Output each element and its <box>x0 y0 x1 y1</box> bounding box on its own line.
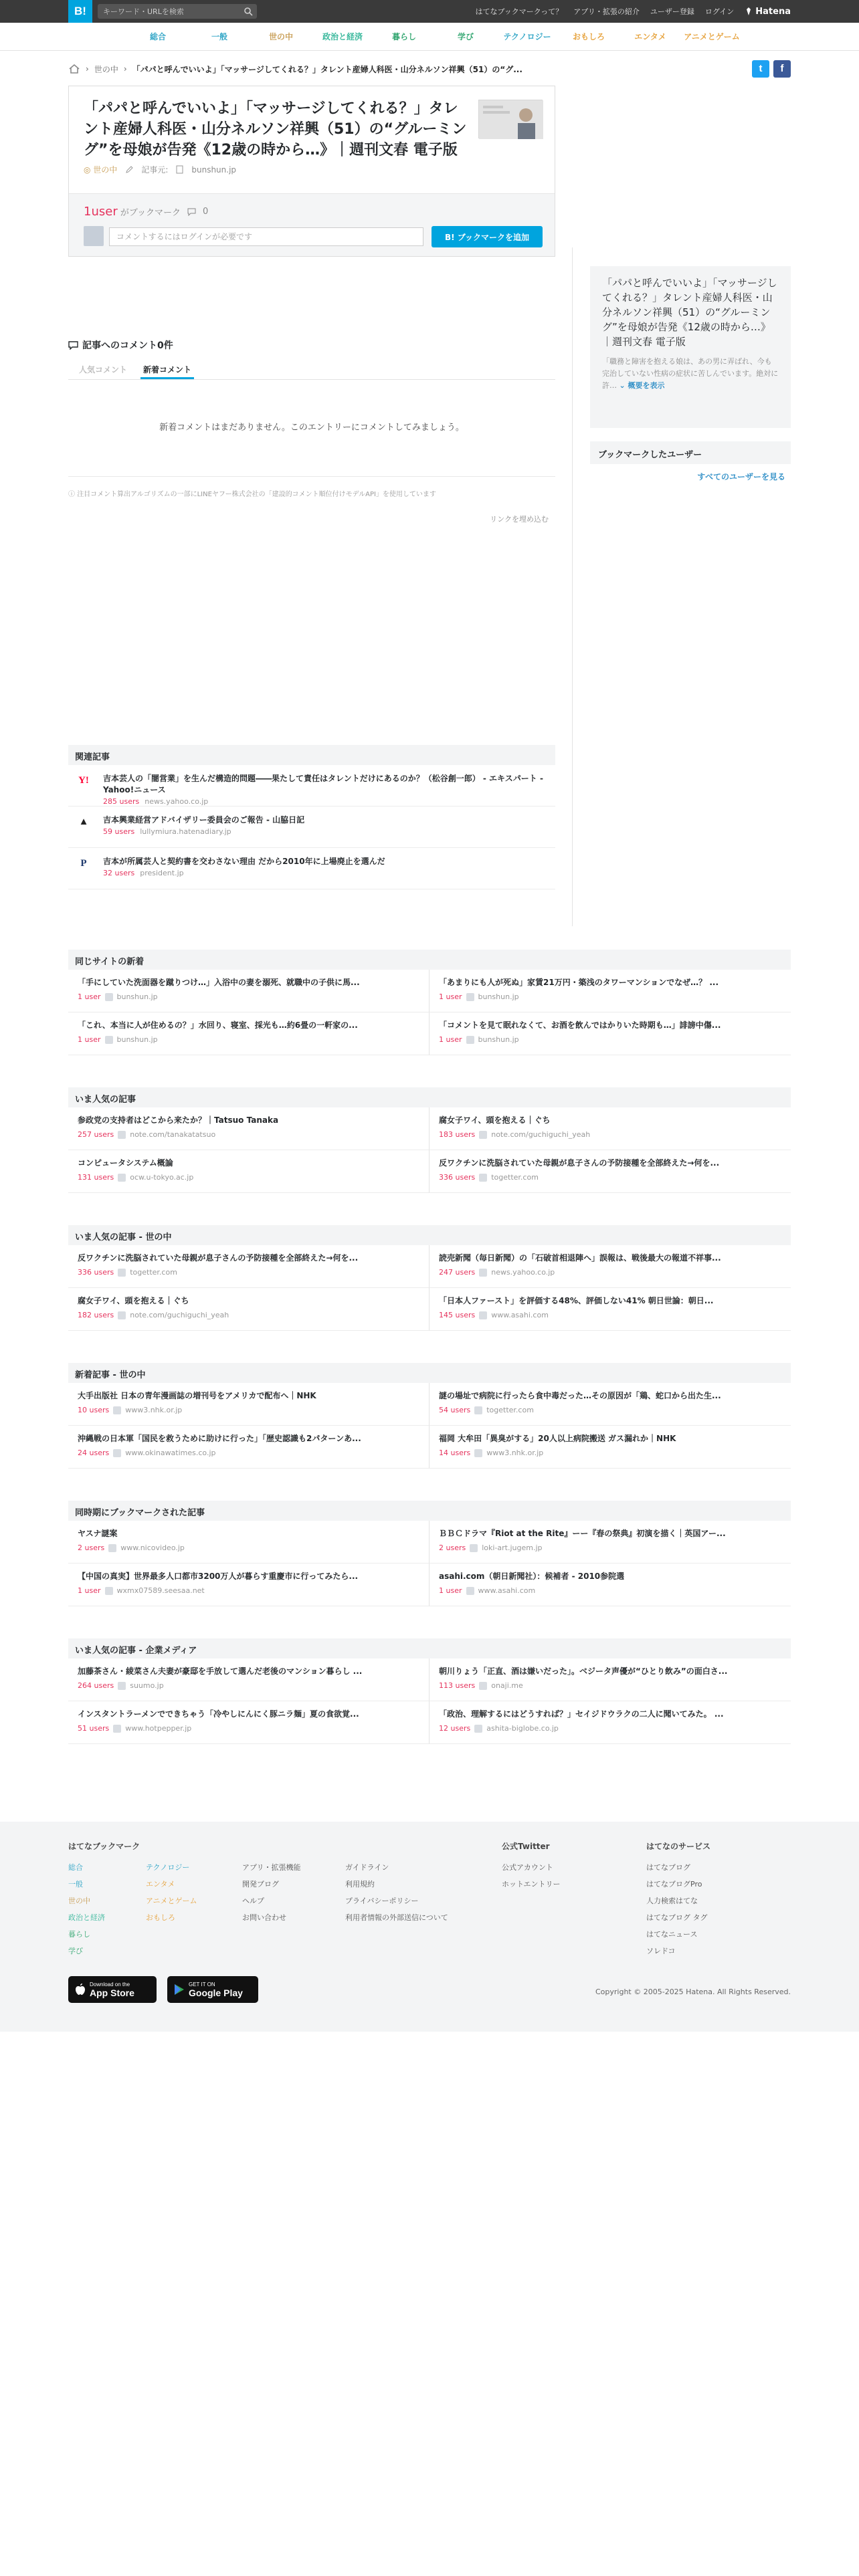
summary-description: 「職務と障害を抱える娘は、あの男に弄ばれ、今も完治していない性病の症状に苦しんでいます。絶対に許… ⌄ 概要を表示 <box>602 357 779 390</box>
site-favicon-icon <box>118 1682 126 1690</box>
comment-tabs <box>68 358 555 380</box>
article-meta <box>439 1311 781 1319</box>
avatar <box>84 226 104 246</box>
article-meta <box>78 1724 419 1733</box>
article-section <box>68 950 791 1055</box>
users-count[interactable]: 247 users <box>439 1268 476 1277</box>
footer-link[interactable]: 総合 <box>68 1863 83 1872</box>
site-favicon-icon <box>479 1269 487 1277</box>
users-count[interactable]: 54 users <box>439 1406 471 1414</box>
share-buttons <box>752 60 791 78</box>
category-tab[interactable]: エンタメ <box>634 32 666 41</box>
category-tab[interactable]: テクノロジー <box>503 32 551 41</box>
app-store-button[interactable]: Download on the App Store <box>68 1976 157 2003</box>
source-domain[interactable]: www.okinawatimes.co.jp <box>125 1448 216 1457</box>
apps-link[interactable]: アプリ・拡張の紹介 <box>573 7 640 16</box>
users-count[interactable]: 257 users <box>78 1130 114 1139</box>
site-favicon-icon <box>118 1269 126 1277</box>
related-title[interactable]: 吉本芸人の「闇営業」を生んだ構造的問題――果たして責任はタレントだけにあるのか？（松谷創一郎） - エキスパート - Yahoo!ニュース <box>103 774 543 794</box>
site-favicon-icon <box>113 1406 121 1414</box>
site-favicon-icon <box>466 1036 474 1044</box>
footer-link[interactable]: アプリ・拡張機能 <box>242 1863 301 1872</box>
users-count[interactable]: 1 user <box>78 992 101 1001</box>
related-heading: 関連記事 <box>68 745 555 765</box>
site-favicon-icon <box>479 1131 487 1139</box>
site-favicon-icon <box>474 1406 482 1414</box>
footer-link[interactable]: おもしろ <box>146 1913 175 1922</box>
article-title[interactable]: 福岡 大牟田「異臭がする」20人以上病院搬送 ガス漏れか｜NHK <box>439 1434 676 1443</box>
hatena-link[interactable] <box>745 7 791 17</box>
footer-services-links <box>646 1859 708 1959</box>
source-domain[interactable]: onaji.me <box>491 1681 523 1690</box>
entry-thumbnail[interactable] <box>478 100 543 138</box>
category-tab[interactable]: 政治と経済 <box>322 32 363 41</box>
google-play-button[interactable]: GET IT ON Google Play <box>167 1976 258 2003</box>
footer-services-heading: はてなのサービス <box>646 1842 711 1851</box>
article-title[interactable]: 沖縄戦の日本軍「国民を救うために助けに行った」「歴史認識も2パターンあ... <box>78 1434 361 1443</box>
related-item[interactable] <box>68 848 555 889</box>
bookmark-box <box>69 193 555 256</box>
footer-link[interactable]: 一般 <box>68 1880 83 1889</box>
footer-link[interactable]: はてなブログ <box>646 1863 690 1872</box>
all-users-link[interactable]: すべてのユーザーを見る <box>697 472 785 481</box>
article-title[interactable]: 「これ、本当に人が住めるの？」水回り、寝室、採光も…約6畳の一軒家の... <box>78 1021 358 1030</box>
entry-title[interactable]: 「パパと呼んでいいよ」「マッサージしてくれる？」タレント産婦人科医・山分ネルソン祥興（51）の“グルーミング”を母娘が告発《12歳の時から…》｜週刊文春 電子版 <box>84 100 467 158</box>
article-item[interactable] <box>430 1701 791 1744</box>
comment-icon <box>187 208 196 216</box>
footer-link[interactable]: はてなブログ タグ <box>646 1913 708 1922</box>
article-meta <box>439 1035 781 1044</box>
entry-meta <box>84 164 236 175</box>
article-meta <box>439 992 781 1001</box>
site-favicon-icon <box>105 1587 113 1595</box>
add-bookmark-button[interactable]: B! ブックマークを追加 <box>432 226 543 247</box>
search-input[interactable] <box>98 4 238 19</box>
source-domain[interactable]: togetter.com <box>491 1173 539 1182</box>
twitter-icon[interactable]: t <box>752 60 769 78</box>
site-favicon-icon <box>470 1544 478 1552</box>
site-favicon-icon <box>466 993 474 1001</box>
source-domain[interactable]: bunshun.jp <box>116 1035 158 1044</box>
source-domain[interactable]: www3.nhk.or.jp <box>486 1448 544 1457</box>
article-title[interactable]: 加藤茶さん・綾菜さん夫妻が豪邸を手放して選んだ老後のマンション暮らし ... <box>78 1667 363 1676</box>
article-title[interactable]: 腐女子ワイ、頭を抱える｜ぐち <box>78 1296 189 1305</box>
users-count[interactable]: 12 users <box>439 1724 471 1733</box>
category-tab[interactable]: 暮らし <box>391 32 416 41</box>
footer-twitter-links <box>502 1859 561 1893</box>
site-favicon-icon: P <box>80 858 87 869</box>
site-favicon-icon <box>466 1587 474 1595</box>
article-title[interactable]: 反ワクチンに洗脳されていた母親が息子さんの予防接種を全部終えた→何を... <box>78 1253 359 1263</box>
article-meta <box>78 1130 419 1139</box>
article-item[interactable] <box>68 1012 430 1055</box>
related-title[interactable]: 吉本興業経営アドバイザリー委員会のご報告 - 山脇日記 <box>103 815 305 825</box>
apple-icon <box>75 1983 86 1996</box>
no-comments-message: 新着コメントはまだありません。このエントリーにコメントしてみましょう。 <box>159 423 464 433</box>
related-title[interactable]: 吉本が所属芸人と契約書を交わさない理由 だから2010年に上場廃止を選んだ <box>103 857 385 866</box>
hatena-icon <box>745 7 753 15</box>
article-title[interactable]: 「コメントを見て眠れなくて、お酒を飲んではかりいた時期も…」誹謗中傷... <box>439 1021 721 1030</box>
home-icon[interactable] <box>68 64 80 74</box>
source-domain[interactable]: togetter.com <box>130 1268 177 1277</box>
footer-link[interactable]: ホットエントリー <box>502 1880 561 1889</box>
category-tab[interactable]: 世の中 <box>268 32 293 41</box>
article-title[interactable]: 朝川りょう「正直、酒は嫌いだった」。ベジータ声優が“ひとり飲み”の面白さ... <box>439 1667 728 1676</box>
category-tab[interactable]: おもしろ <box>572 32 605 41</box>
source-domain[interactable]: note.com/guchiguchi_yeah <box>130 1311 229 1319</box>
footer-bookmark-heading: はてなブックマーク <box>68 1842 140 1851</box>
source-domain[interactable]: bunshun.jp <box>116 992 158 1001</box>
related-articles <box>68 745 555 889</box>
login-link[interactable]: ログイン <box>704 7 735 16</box>
article-item[interactable] <box>68 1383 430 1426</box>
footer-link[interactable]: 公式アカウント <box>502 1863 553 1872</box>
article-item[interactable] <box>68 1426 430 1469</box>
source-domain[interactable]: bunshun.jp <box>478 992 519 1001</box>
breadcrumb-separator: › <box>123 64 127 74</box>
article-meta <box>439 1173 781 1182</box>
article-meta <box>439 1448 781 1457</box>
article-item[interactable] <box>68 1288 430 1331</box>
breadcrumb <box>68 62 791 76</box>
source-domain[interactable]: togetter.com <box>486 1406 534 1414</box>
site-favicon-icon <box>105 993 113 1001</box>
article-title[interactable]: 「あまりにも人が死ぬ」家賃21万円・築浅のタワーマンションでなぜ…？ ... <box>439 978 719 987</box>
site-favicon-icon <box>474 1449 482 1457</box>
article-meta <box>78 1173 419 1182</box>
site-favicon-icon <box>118 1311 126 1319</box>
breadcrumb-separator: › <box>86 64 89 74</box>
google-play-icon <box>174 1983 185 1996</box>
article-meta <box>78 1586 419 1595</box>
site-favicon-icon <box>118 1174 126 1182</box>
article-meta <box>439 1724 781 1733</box>
site-favicon-icon <box>113 1725 121 1733</box>
article-item[interactable] <box>68 1658 430 1701</box>
section-heading: いま人気の記事 - 世の中 <box>68 1225 791 1245</box>
footer-link[interactable]: アニメとゲーム <box>146 1897 197 1905</box>
section-heading: 同時期にブックマークされた記事 <box>68 1501 791 1521</box>
source-domain[interactable]: ashita-biglobe.co.jp <box>486 1724 559 1733</box>
site-favicon-icon <box>118 1131 126 1139</box>
footer-links-2 <box>345 1859 448 1926</box>
article-item[interactable] <box>68 1245 430 1288</box>
site-favicon-icon <box>474 1725 482 1733</box>
footer-link[interactable]: ソレドコ <box>646 1947 676 1955</box>
article-item[interactable] <box>430 1426 791 1469</box>
article-title[interactable]: asahi.com（朝日新聞社）：候補者 - 2010参院選 <box>439 1572 625 1581</box>
article-title[interactable]: 参政党の支持者はどこから来たか？｜Tatsuo Tanaka <box>78 1115 279 1125</box>
hatena-label: Hatena <box>755 6 791 17</box>
article-item[interactable] <box>68 1521 430 1564</box>
article-title[interactable]: 読売新聞（毎日新聞）の「石破首相退陣へ」誤報は、戦後最大の報道不祥事... <box>439 1253 721 1263</box>
embed-link[interactable]: リンクを埋め込む <box>490 515 549 524</box>
footer-link[interactable]: 暮らし <box>68 1930 90 1939</box>
article-meta <box>439 1586 781 1595</box>
footer-link[interactable]: はてなブログPro <box>646 1880 702 1889</box>
article-title[interactable]: 腐女子ワイ、頭を抱える｜ぐち <box>439 1115 551 1125</box>
users-count[interactable]: 10 users <box>78 1406 110 1414</box>
footer-link[interactable]: ガイドライン <box>345 1863 389 1872</box>
article-meta <box>78 992 419 1001</box>
footer-link[interactable]: 利用規約 <box>345 1880 375 1889</box>
show-summary-link[interactable]: ⌄ 概要を表示 <box>619 381 665 390</box>
source-domain[interactable]: www.hotpepper.jp <box>125 1724 192 1733</box>
article-title[interactable]: 【中国の真実】世界最多人口都市3200万人が暮らす重慶市に行ってみたら... <box>78 1572 359 1581</box>
source-domain[interactable]: note.com/guchiguchi_yeah <box>491 1130 591 1139</box>
article-section <box>68 1363 791 1469</box>
footer-categories-2 <box>146 1859 197 1926</box>
footer-link[interactable]: 人力検索はてな <box>646 1897 698 1905</box>
article-title[interactable]: 大手出版社 日本の青年漫画誌の増刊号をアメリカで配布へ｜NHK <box>78 1391 316 1400</box>
about-link[interactable]: はてなブックマークって？ <box>475 7 563 16</box>
search-box <box>98 4 257 19</box>
article-item[interactable] <box>430 1288 791 1331</box>
article-title[interactable]: 謎の場址で病院に行ったら食中毒だった…その原因が「鶏、蛇口から出た生... <box>439 1391 721 1400</box>
article-title[interactable]: 「日本人ファースト」を評価する48%、評価しない41% 朝日世論：朝日... <box>439 1296 714 1305</box>
comment-input[interactable] <box>109 227 423 246</box>
users-count[interactable]: 264 users <box>78 1681 114 1690</box>
article-title[interactable]: 「手にしていた洗面器を蹴りつけ…」入浴中の妻を溺死、就職中の子供に馬... <box>78 978 360 987</box>
footer-link[interactable]: 利用者情報の外部送信について <box>345 1913 448 1922</box>
summary-title: 「パパと呼んでいいよ」「マッサージしてくれる？」タレント産婦人科医・山分ネルソン祥興（51）の“グルーミング”を母娘が告発《12歳の時から…》｜週刊文春 電子版 <box>602 277 777 348</box>
article-meta <box>78 1268 419 1277</box>
tab-new-comments[interactable]: 新着コメント <box>140 358 194 379</box>
footer-link[interactable]: 世の中 <box>68 1897 90 1905</box>
document-icon <box>176 165 183 174</box>
users-count[interactable]: 1 user <box>439 992 462 1001</box>
source-domain[interactable]: note.com/tanakatatsuo <box>130 1130 216 1139</box>
users-count[interactable]: 24 users <box>78 1448 110 1457</box>
article-section <box>68 1501 791 1606</box>
site-favicon-icon <box>105 1036 113 1044</box>
source-domain[interactable]: www3.nhk.or.jp <box>125 1406 183 1414</box>
category-tab[interactable]: 総合 <box>149 32 166 41</box>
article-meta <box>78 1406 419 1414</box>
source-domain[interactable]: www.nicovideo.jp <box>120 1543 185 1552</box>
footer-link[interactable]: お問い合わせ <box>242 1913 286 1922</box>
user-count[interactable]: 1user <box>84 205 118 219</box>
article-item[interactable] <box>68 1701 430 1744</box>
users-count[interactable]: 145 users <box>439 1311 476 1319</box>
comment-count: 0 <box>202 207 209 217</box>
article-item[interactable] <box>430 1107 791 1150</box>
source-domain[interactable]: bunshun.jp <box>478 1035 519 1044</box>
edit-icon[interactable] <box>125 166 133 174</box>
article-title[interactable]: 反ワクチンに洗脳されていた母親が息子さんの予防接種を全部終えた→何を... <box>439 1158 720 1168</box>
article-item[interactable] <box>430 1658 791 1701</box>
users-count[interactable]: 336 users <box>439 1173 476 1182</box>
article-meta <box>439 1681 781 1690</box>
article-item[interactable] <box>430 1383 791 1426</box>
article-item[interactable] <box>430 970 791 1012</box>
tab-popular-comments[interactable]: 人気コメント <box>79 365 128 374</box>
users-count[interactable]: 1 user <box>78 1586 101 1595</box>
article-meta <box>439 1268 781 1277</box>
site-favicon-icon: Y! <box>78 775 89 786</box>
user-suffix: がブックマーク <box>120 208 181 218</box>
article-meta <box>78 1448 419 1457</box>
article-item[interactable] <box>430 1521 791 1564</box>
users-count[interactable]: 182 users <box>78 1311 114 1319</box>
users-count[interactable]: 1 user <box>439 1035 462 1044</box>
related-meta <box>103 869 555 877</box>
article-item[interactable] <box>430 1245 791 1288</box>
source-domain[interactable]: ocw.u-tokyo.ac.jp <box>130 1173 194 1182</box>
article-meta <box>439 1130 781 1139</box>
site-favicon-icon: ▲ <box>78 817 89 827</box>
article-item[interactable] <box>68 1564 430 1606</box>
facebook-icon[interactable]: f <box>773 60 791 78</box>
article-item[interactable] <box>430 1564 791 1606</box>
article-section <box>68 1087 791 1193</box>
comments-heading: 記事へのコメント0件 <box>68 338 555 352</box>
site-favicon-icon <box>113 1449 121 1457</box>
source-domain[interactable]: www.asahi.com <box>478 1586 536 1595</box>
related-item[interactable] <box>68 765 555 807</box>
source-domain[interactable]: wxmx07589.seesaa.net <box>116 1586 205 1595</box>
article-title[interactable]: ヤスナ謎案 <box>78 1529 118 1538</box>
users-count[interactable]: 51 users <box>78 1724 110 1733</box>
hatena-bookmark-logo[interactable]: B! <box>68 0 92 23</box>
footer-link[interactable]: 開発ブログ <box>242 1880 279 1889</box>
article-section <box>68 1638 791 1744</box>
entry-card <box>68 86 555 257</box>
breadcrumb-current: 「パパと呼んでいいよ」「マッサージしてくれる？」タレント産婦人科医・山分ネルソン祥興（51）の“グ... <box>132 64 522 74</box>
users-count[interactable]: 113 users <box>439 1681 476 1690</box>
site-favicon-icon <box>479 1174 487 1182</box>
users-count[interactable]: 2 users <box>78 1543 105 1552</box>
thumbnail-image <box>479 100 543 139</box>
breadcrumb-category[interactable]: 世の中 <box>94 64 118 74</box>
users-count[interactable]: 336 users <box>78 1268 114 1277</box>
section-heading: 新着記事 - 世の中 <box>68 1363 791 1383</box>
related-meta <box>103 797 555 806</box>
article-meta <box>78 1311 419 1319</box>
article-title[interactable]: ＢＢＣドラマ『Riot at the Rite』ーー『春の祭典』初演を描く｜英国アー... <box>439 1529 726 1538</box>
article-title[interactable]: インスタントラーメンでできちゃう「冷やしにんにく豚ニラ麺」夏の食欲覚... <box>78 1709 359 1719</box>
site-favicon-icon <box>479 1311 487 1319</box>
users-count[interactable]: 32 users <box>103 869 135 877</box>
source-label: 記事元: <box>141 165 169 175</box>
section-heading: いま人気の記事 - 企業メディア <box>68 1638 791 1658</box>
category-nav <box>0 23 859 51</box>
source-domain[interactable]: loki-art.jugem.jp <box>482 1543 543 1552</box>
users-count[interactable]: 1 user <box>439 1586 462 1595</box>
entry-source[interactable]: bunshun.jp <box>191 165 237 175</box>
article-item[interactable] <box>68 1107 430 1150</box>
footer-link[interactable]: テクノロジー <box>146 1863 190 1872</box>
top-bar <box>0 0 859 23</box>
users-count[interactable]: 59 users <box>103 827 135 836</box>
section-heading: 同じサイトの新着 <box>68 950 791 970</box>
article-section <box>68 1225 791 1331</box>
footer <box>0 1822 859 2032</box>
article-item[interactable] <box>68 1150 430 1193</box>
footer-twitter-heading: 公式Twitter <box>502 1842 550 1851</box>
divider <box>68 476 555 477</box>
article-meta <box>78 1681 419 1690</box>
site-favicon-icon <box>108 1544 116 1552</box>
users-count[interactable]: 1 user <box>78 1035 101 1044</box>
category-tab[interactable]: アニメとゲーム <box>684 32 740 41</box>
article-title[interactable]: 「政治、理解するにはどうすれば？」セイジドウラクの二人に聞いてみた。 ... <box>439 1709 724 1719</box>
users-count[interactable]: 131 users <box>78 1173 114 1182</box>
comment-icon <box>68 341 78 350</box>
source-domain[interactable]: news.yahoo.co.jp <box>491 1268 555 1277</box>
site-favicon-icon <box>479 1682 487 1690</box>
source-domain[interactable]: suumo.jp <box>130 1681 164 1690</box>
users-count[interactable]: 2 users <box>439 1543 466 1552</box>
footer-link[interactable]: 学び <box>68 1947 83 1955</box>
signup-link[interactable]: ユーザー登録 <box>650 7 694 16</box>
search-icon[interactable] <box>244 7 253 16</box>
copyright: Copyright © 2005-2025 Hatena. All Rights Reserved. <box>595 1988 791 1996</box>
source-domain[interactable]: news.yahoo.co.jp <box>145 797 209 806</box>
article-item[interactable] <box>430 1012 791 1055</box>
algorithm-note: ⓘ 注目コメント算出アルゴリズムの一部にLINEヤフー株式会社の「建設的コメント順位付けモデルAPI」を使用しています <box>68 491 436 498</box>
footer-categories-1 <box>68 1859 105 1959</box>
source-domain[interactable]: lullymiura.hatenadiary.jp <box>140 827 231 836</box>
article-meta <box>78 1035 419 1044</box>
footer-link[interactable]: 政治と経済 <box>68 1913 105 1922</box>
users-count[interactable]: 14 users <box>439 1448 471 1457</box>
bookmark-users-heading: ブックマークしたユーザー <box>590 441 791 464</box>
source-domain[interactable]: www.asahi.com <box>491 1311 549 1319</box>
article-item[interactable] <box>430 1150 791 1193</box>
article-title[interactable]: コンピュータシステム概論 <box>78 1158 173 1168</box>
article-item[interactable] <box>68 970 430 1012</box>
footer-link[interactable]: プライバシーポリシー <box>345 1897 419 1905</box>
footer-link[interactable]: はてなニュース <box>646 1930 698 1939</box>
category-tab[interactable]: 学び <box>457 32 474 41</box>
article-meta <box>439 1543 781 1552</box>
column-divider <box>572 247 573 926</box>
section-heading: いま人気の記事 <box>68 1087 791 1107</box>
users-count[interactable]: 183 users <box>439 1130 476 1139</box>
users-count[interactable]: 285 users <box>103 797 140 806</box>
footer-link[interactable]: ヘルプ <box>242 1897 264 1905</box>
category-tab[interactable]: 一般 <box>211 32 227 41</box>
source-domain[interactable]: president.jp <box>140 869 184 877</box>
bookmark-stats <box>84 205 208 219</box>
footer-link[interactable]: エンタメ <box>146 1880 175 1889</box>
article-meta <box>78 1543 419 1552</box>
summary-box <box>590 266 791 428</box>
top-links <box>475 0 791 23</box>
related-meta <box>103 827 555 836</box>
related-item[interactable] <box>68 807 555 848</box>
entry-category[interactable]: ◎ 世の中 <box>84 165 118 175</box>
article-meta <box>439 1406 781 1414</box>
footer-links-1 <box>242 1859 301 1926</box>
